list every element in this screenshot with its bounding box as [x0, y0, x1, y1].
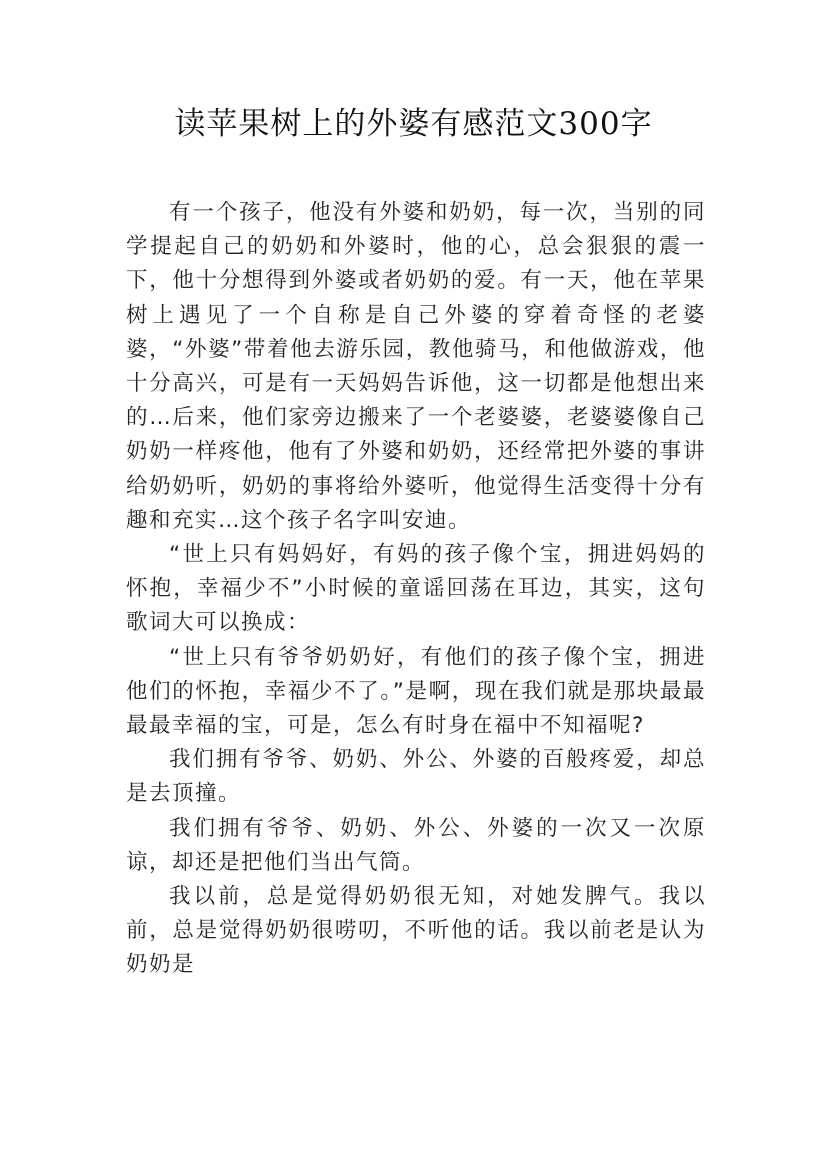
- document-title: 读苹果树上的外婆有感范文300字: [174, 106, 653, 142]
- paragraph: 我们拥有爷爷、奶奶、外公、外婆的百般疼爱，却总是去顶撞。: [126, 747, 706, 807]
- paragraph: “世上只有爷爷奶奶好，有他们的孩子像个宝，拥进他们的怀抱，幸福少不了。”是啊，现在我们就是那块最最最最幸福的宝，可是，怎么有时身在福中不知福呢?: [126, 644, 706, 739]
- paragraph: 有一个孩子，他没有外婆和奶奶，每一次，当别的同学提起自己的奶奶和外婆时，他的心，总会狠狠的震一下，他十分想得到外婆或者奶奶的爱。有一天，他在苹果树上遇见了一个自称是自己外婆的穿着奇怪的老婆婆，“外婆”带着他去游乐园，教他骑马，和他做游戏，他十分高兴，可是有一天妈妈告诉他，这一切都是他想出来的…后来，他们家旁边搬来了一个老婆婆，老婆婆像自己奶奶一样疼他，他有了外婆和奶奶，还经常把外婆的事讲给奶奶听，奶奶的事将给外婆听，他觉得生活变得十分有趣和充实…这个孩子名字叫安迪。: [126, 200, 706, 533]
- paragraph: “世上只有妈妈好，有妈的孩子像个宝，拥进妈妈的怀抱，幸福少不”小时候的童谣回荡在耳边，其实，这句歌词大可以换成：: [126, 542, 706, 636]
- paragraph: 我们拥有爷爷、奶奶、外公、外婆的一次又一次原谅，却还是把他们当出气筒。: [126, 815, 706, 875]
- paragraph: 我以前，总是觉得奶奶很无知，对她发脾气。我以前，总是觉得奶奶很唠叨，不听他的话。我以前老是认为奶奶是: [126, 884, 706, 978]
- document-body: [126, 196, 706, 983]
